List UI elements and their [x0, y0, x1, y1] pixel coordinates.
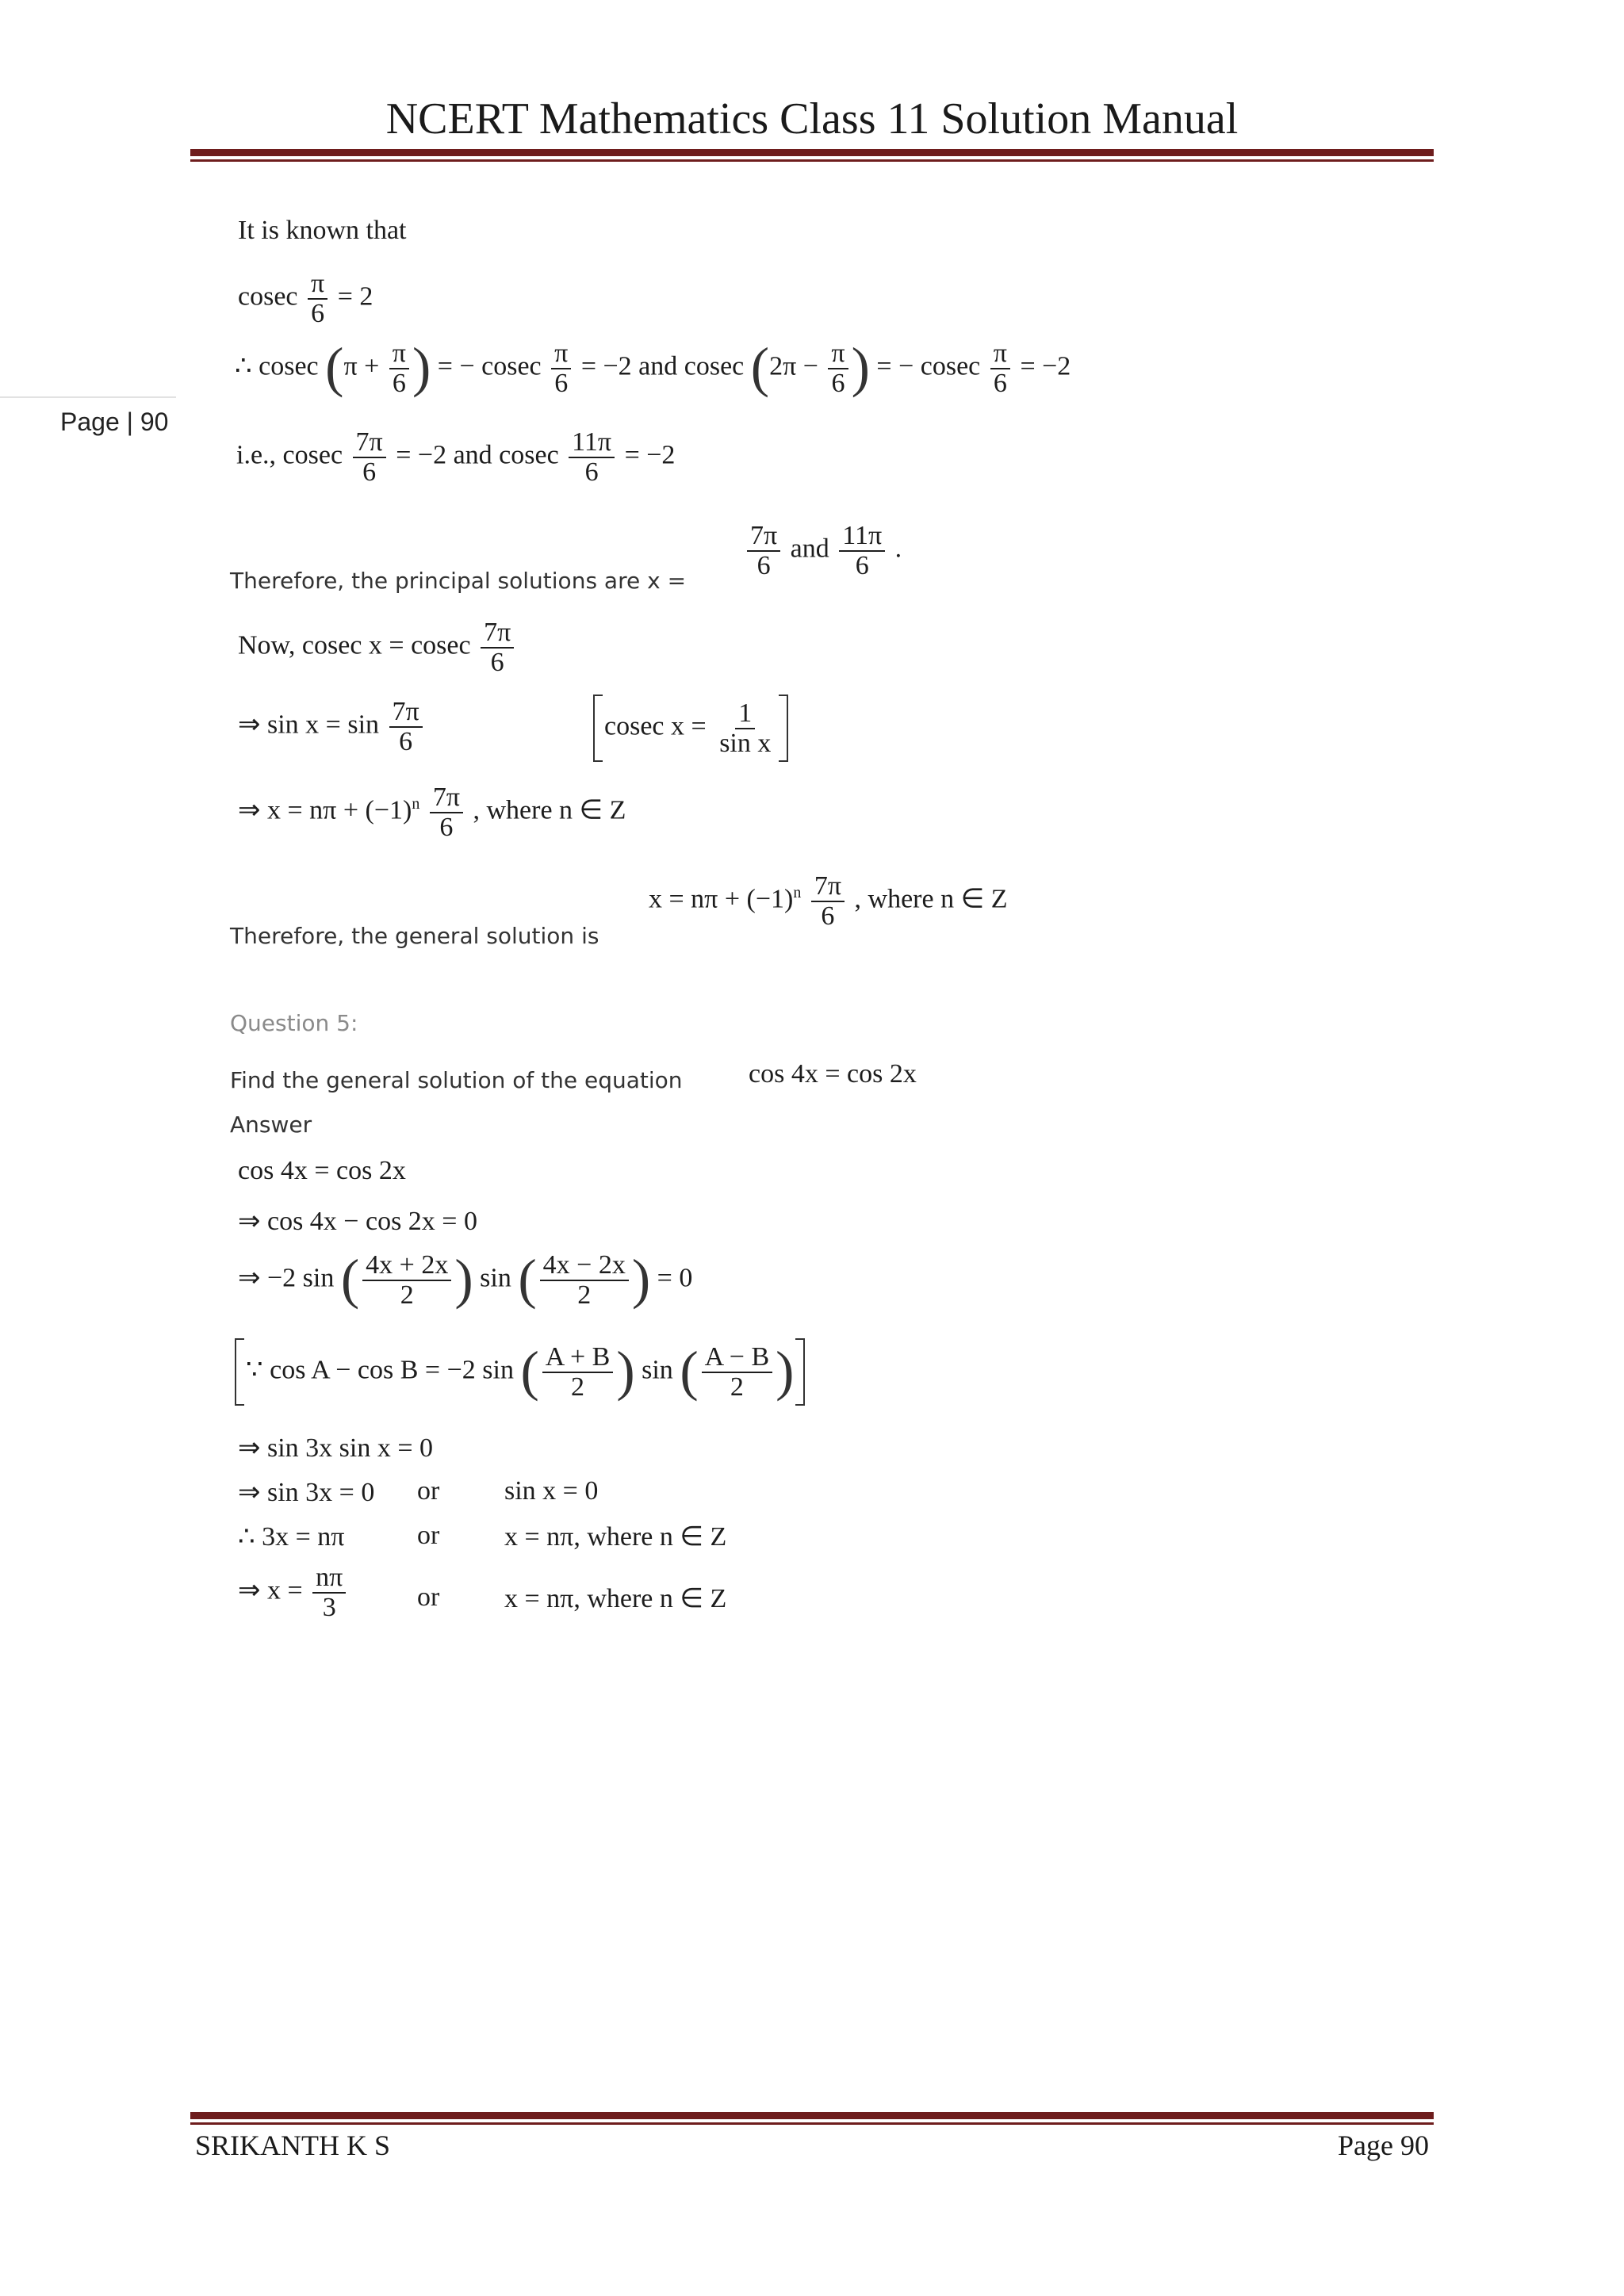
equation-or: or — [417, 1476, 440, 1506]
equation-or: or — [417, 1521, 440, 1550]
equation-line: ⇒ sin 3x = 0 — [238, 1478, 375, 1507]
equation-line: x = nπ, where n ∈ Z — [504, 1522, 727, 1552]
equation-line: sin x = 0 — [504, 1476, 599, 1506]
page-number-tab: Page | 90 — [0, 396, 176, 452]
equation-line: i.e., cosec $\frac{7\pi}{6}$ = −2 and cosec $\frac{11\pi}{6}$ = −2 — [236, 427, 676, 487]
equation-line: cos 4x = cos 2x — [238, 1156, 406, 1185]
equation-line: x = nπ, where n ∈ Z — [504, 1584, 727, 1613]
equation-inline: $x = n\pi + (-1)^n$ $\frac{7\pi}{6}$ , where n ∈ Z — [649, 871, 1008, 931]
equation-line: ⇒ sin 3x sin x = 0 — [238, 1433, 434, 1463]
question-text: Find the general solution of the equation — [230, 1067, 683, 1093]
equation-line: ⇒ x = $\frac{n\pi}{3}$ — [238, 1563, 349, 1621]
text-line: It is known that — [238, 216, 407, 245]
equation-inline: $\frac{7\pi}{6}$ and $\frac{11\pi}{6}$ . — [744, 522, 902, 580]
equation-line: ∴ cosec (π + $\frac{\pi}{6}$ ) = − cosec $\frac{\pi}{6}$ = −2 and cosec (2π − $\frac{\pi}{6}$ ) = − cosec $\frac{\pi}{6}$ = −2 — [235, 337, 1071, 399]
answer-label: Answer — [230, 1112, 312, 1138]
equation-line: ⇒ $x = n\pi + (-1)^n$ $\frac{7\pi}{6}$ , where n ∈ Z — [238, 783, 626, 842]
equation-line: ∴ 3x = nπ — [238, 1522, 345, 1552]
equation-line: ⇒ −2 sin ( $\frac{4x + 2x}{2}$ ) sin ( $\frac{4x - 2x}{2}$ ) = 0 — [238, 1249, 693, 1311]
identity-bracket: ∵ cos A − cos B = −2 sin ( $\frac{A + B}{2}$ ) sin ( $\frac{A - B}{2}$ ) — [235, 1338, 805, 1406]
footer-page-number: Page 90 — [1338, 2130, 1429, 2161]
equation-or: or — [417, 1582, 440, 1612]
footer-author: SRIKANTH K S — [195, 2130, 391, 2161]
equation-line: ⇒ sin x = sin $\frac{7\pi}{6}$ — [238, 698, 426, 756]
text-line: Therefore, the general solution is — [230, 923, 599, 949]
equation-line: Now, cosec x = cosec $\frac{7\pi}{6}$ — [238, 618, 517, 676]
page-title: NCERT Mathematics Class 11 Solution Manual — [385, 94, 1239, 144]
question-equation: cos 4x = cos 2x — [749, 1059, 917, 1089]
equation-line: cosec $\frac{\pi}{6}$ = 2 — [238, 269, 373, 328]
text-line: Therefore, the principal solutions are x = — [230, 568, 687, 594]
question-label: Question 5: — [230, 1010, 358, 1036]
equation-line: ⇒ cos 4x − cos 2x = 0 — [238, 1207, 477, 1236]
footer-rule — [190, 2112, 1434, 2125]
identity-bracket: cosec x = $\frac{1}{\text{sin x}}$ — [593, 695, 788, 762]
